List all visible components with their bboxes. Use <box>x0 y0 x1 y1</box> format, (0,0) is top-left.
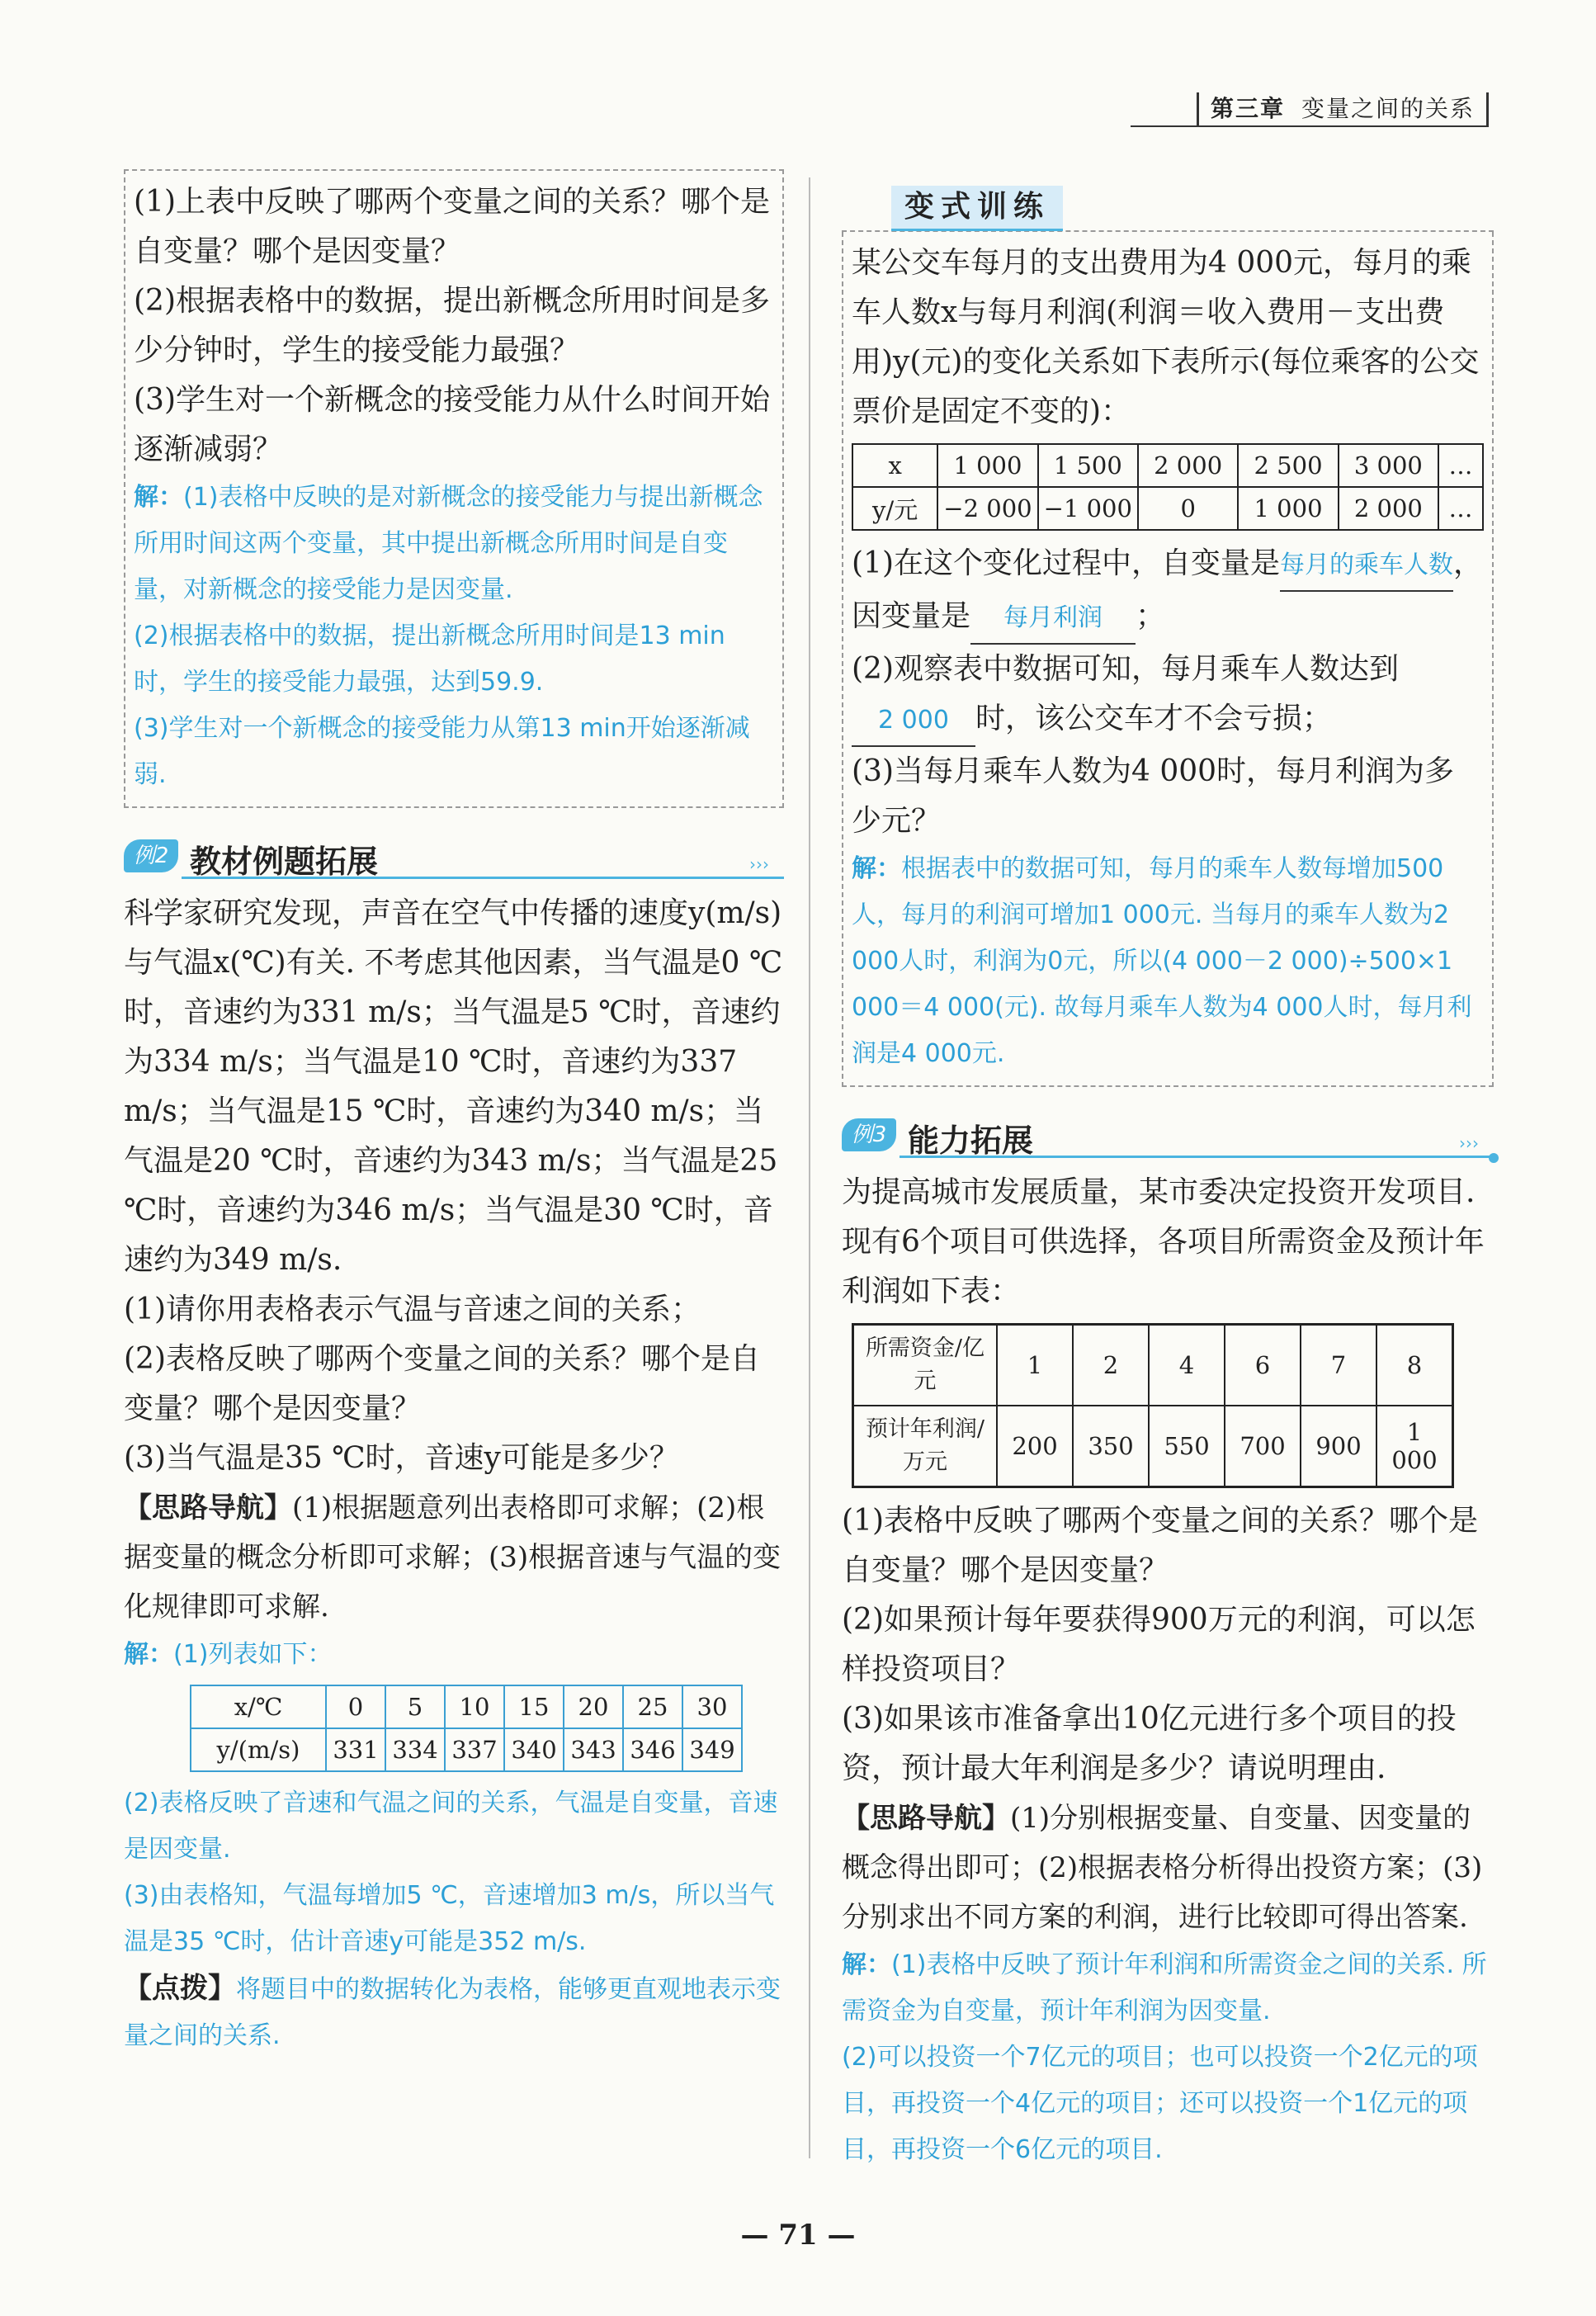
right-column <box>842 186 1494 2173</box>
table-cell: 1 500 <box>1038 444 1138 487</box>
example2-solution-1-text: (1)列表如下： <box>173 1640 333 1669</box>
table-header-cell: 预计年利润/万元 <box>853 1406 998 1487</box>
title-underline <box>182 877 784 879</box>
example2-stem: 科学家研究发现，声音在空气中传播的速度y(m/s)与气温x(℃)有关. 不考虑其他因素，当气温是0 ℃时，音速约为331 m/s；当气温是5 ℃时，音速约为334 m/s；当气温是10 ℃时，音速约为337 m/s；当气温是15 ℃时，音速约为340 m/s；当气温是20 ℃时，音速约为343 m/s；当气温是25 ℃时，音速约为346 m/s；当气温是30 ℃时，音速约为349 m/s. <box>124 896 783 1277</box>
example3-title-bar <box>842 1112 1494 1160</box>
example3-guide-text: (1)分别根据变量、自变量、因变量的概念得出即可；(2)根据表格分析得出投资方案；(3)分别求出不同方案的利润，进行比较即可得出答案. <box>842 1802 1483 1934</box>
table-row <box>853 1325 1453 1406</box>
table-cell: 3 000 <box>1339 444 1438 487</box>
header-rule <box>1131 125 1489 127</box>
table-cell: 900 <box>1301 1406 1376 1487</box>
example3-guide <box>842 1794 1494 1942</box>
example3-solution-2: (2)可以投资一个7亿元的项目；也可以投资一个2亿元的项目，再投资一个4亿元的项目；还可以投资一个1亿元的项目，再投资一个6亿元的项目. <box>842 2043 1478 2164</box>
table-cell: −2 000 <box>937 487 1037 530</box>
example2-solution-2: (2)表格反映了音速和气温之间的关系，气温是自变量，音速是因变量. <box>124 1789 778 1864</box>
variant-q1-end: ； <box>1136 599 1166 633</box>
table-cell: 340 <box>504 1728 564 1771</box>
tip-label: 【点拨】 <box>124 1972 236 2005</box>
column-divider <box>809 177 810 2158</box>
solution-label: 解： <box>134 483 183 512</box>
variant-q2-prefix: (2)观察表中数据可知，每月乘车人数达到 <box>852 652 1399 686</box>
example3-title: 能力拓展 <box>908 1123 1034 1159</box>
example1-solution-1 <box>134 475 774 613</box>
example2-question-3: (3)当气温是35 ℃时，音速y可能是多少？ <box>124 1441 679 1475</box>
example1-solution-3: (3)学生对一个新概念的接受能力从第13 min开始逐渐减弱. <box>134 714 750 789</box>
solution-label: 解： <box>842 1950 891 1979</box>
example2-badge: 例2 <box>124 839 178 872</box>
table-cell: 15 <box>504 1685 564 1728</box>
table-cell: 331 <box>326 1728 385 1771</box>
variant-q1-middle: ，因变量是 <box>852 546 1484 633</box>
guide-label: 【思路导航】 <box>842 1802 1010 1835</box>
variant-q2-end: 时，该公交车才不会亏损； <box>975 702 1333 735</box>
table-cell: 2 000 <box>1339 487 1438 530</box>
example2-solution-1 <box>124 1632 784 1678</box>
chapter-number: 第三章 <box>1210 95 1285 122</box>
example2-solution-3: (3)由表格知，气温每增加5 ℃，音速增加3 m/s，所以当气温是35 ℃时，估计音速y可能是352 m/s. <box>124 1881 775 1956</box>
example3-question-2: (2)如果预计每年要获得900万元的利润，可以怎样投资项目？ <box>842 1603 1476 1686</box>
variant-stem: 某公交车每月的支出费用为4 000元，每月的乘车人数x与每月利润(利润＝收入费用－支出费用)y(元)的变化关系如下表所示(每位乘客的公交票价是固定不变的)： <box>852 246 1480 428</box>
table-cell: 0 <box>326 1685 385 1728</box>
page-number: — 71 — <box>740 2219 856 2252</box>
example3-solution-1-text: (1)表格中反映了预计年利润和所需资金之间的关系. 所需资金为自变量，预计年利润为因变量. <box>842 1950 1487 2025</box>
table-cell: −1 000 <box>1038 487 1138 530</box>
table-row <box>191 1728 742 1771</box>
variant-title-bar <box>842 186 1494 232</box>
variant-question-1 <box>852 539 1484 645</box>
guide-label: 【思路导航】 <box>124 1491 292 1524</box>
table-header-cell: x/℃ <box>191 1685 326 1728</box>
example3-question-1: (1)表格中反映了哪两个变量之间的关系？哪个是自变量？哪个是因变量？ <box>842 1504 1478 1587</box>
table-row <box>852 487 1483 530</box>
example1-question-1: (1)上表中反映了哪两个变量之间的关系？哪个是自变量？哪个是因变量？ <box>134 185 770 268</box>
table-cell: 700 <box>1225 1406 1301 1487</box>
table-cell: 30 <box>682 1685 742 1728</box>
table-cell: 346 <box>623 1728 682 1771</box>
variant-solution-text: 根据表中的数据可知，每月的乘车人数每增加500人，每月的利润可增加1 000元. 当每月的乘车人数为2 000人时，利润为0元，所以(4 000－2 000)÷500×1 000＝4 000(元). 故每月乘车人数为4 000人时，每月利润是4 000元. <box>852 854 1472 1068</box>
table-cell: 25 <box>623 1685 682 1728</box>
project-investment-table <box>852 1323 1454 1488</box>
variant-box <box>842 232 1494 1087</box>
example2-guide-text: (1)根据题意列出表格即可求解；(2)根据变量的概念分析即可求解；(3)根据音速与气温的变化规律即可求解. <box>124 1491 781 1624</box>
table-cell: 337 <box>445 1728 504 1771</box>
variant-answer-independent: 每月的乘车人数 <box>1280 541 1453 592</box>
variant-question-3: (3)当每月乘车人数为4 000时，每月利润为多少元？ <box>852 754 1455 838</box>
table-cell: 20 <box>564 1685 623 1728</box>
variant-answer-breakeven: 2 000 <box>852 696 975 747</box>
table-header-cell: 所需资金/亿元 <box>853 1325 998 1406</box>
table-cell: 5 <box>385 1685 445 1728</box>
table-cell: 6 <box>1225 1325 1301 1406</box>
dot-icon <box>1489 1153 1499 1163</box>
chapter-title: 变量之间的关系 <box>1301 95 1475 122</box>
example1-continuation-box <box>124 169 784 808</box>
variant-question-2 <box>852 645 1484 747</box>
table-header-cell: x <box>852 444 937 487</box>
title-underline <box>900 1156 1494 1158</box>
chevron-right-icon: ››› <box>749 854 769 874</box>
table-cell: 2 500 <box>1238 444 1338 487</box>
table-cell: 0 <box>1138 487 1238 530</box>
left-column <box>124 169 784 2059</box>
example3-solution-1 <box>842 1942 1494 2035</box>
example2-question-2: (2)表格反映了哪两个变量之间的关系？哪个是自变量？哪个是因变量？ <box>124 1342 760 1425</box>
table-cell: 1 000 <box>1238 487 1338 530</box>
table-cell: 10 <box>445 1685 504 1728</box>
example1-question-2: (2)根据表格中的数据，提出新概念所用时间是多少分钟时，学生的接受能力最强？ <box>134 284 770 367</box>
table-cell: 8 <box>1376 1325 1453 1406</box>
solution-label: 解： <box>852 854 901 883</box>
table-cell: 1 000 <box>937 444 1037 487</box>
variant-answer-dependent: 每月利润 <box>970 593 1136 645</box>
example3-stem: 为提高城市发展质量，某市委决定投资开发项目. 现有6个项目可供选择，各项目所需资金及预计年利润如下表： <box>842 1175 1485 1308</box>
variant-q1-prefix: (1)在这个变化过程中，自变量是 <box>852 546 1280 580</box>
table-cell: 2 <box>1073 1325 1149 1406</box>
table-cell: … <box>1438 444 1483 487</box>
table-row <box>852 444 1483 487</box>
table-cell: 7 <box>1301 1325 1376 1406</box>
chapter-header <box>1197 92 1489 125</box>
table-cell: 4 <box>1149 1325 1225 1406</box>
variant-title: 变式训练 <box>891 186 1063 231</box>
table-cell: 349 <box>682 1728 742 1771</box>
table-cell: 200 <box>997 1406 1073 1487</box>
example1-solution-1-text: (1)表格中反映的是对新概念的接受能力与提出新概念所用时间这两个变量，其中提出新概念所用时间是自变量，对新概念的接受能力是因变量. <box>134 483 763 604</box>
table-cell: 1 <box>997 1325 1073 1406</box>
example2-title: 教材例题拓展 <box>190 844 379 880</box>
chevron-right-icon: ››› <box>1459 1133 1479 1153</box>
table-cell: 550 <box>1149 1406 1225 1487</box>
table-header-cell: y/元 <box>852 487 937 530</box>
example2-tip-text: 将题目中的数据转化为表格，能够更直观地表示变量之间的关系. <box>124 1975 781 2050</box>
table-cell: 343 <box>564 1728 623 1771</box>
table-header-cell: y/(m/s) <box>191 1728 326 1771</box>
table-row <box>191 1685 742 1728</box>
table-row <box>853 1406 1453 1487</box>
example2-guide <box>124 1483 784 1632</box>
example2-title-bar <box>124 833 784 881</box>
example1-question-3: (3)学生对一个新概念的接受能力从什么时间开始逐渐减弱？ <box>134 383 770 466</box>
bus-profit-table <box>852 443 1484 531</box>
table-cell: 334 <box>385 1728 445 1771</box>
variant-solution <box>852 846 1484 1077</box>
example1-solution-2: (2)根据表格中的数据，提出新概念所用时间是13 min时，学生的接受能力最强，达到59.9. <box>134 622 725 697</box>
sound-speed-table <box>190 1685 743 1772</box>
table-cell: … <box>1438 487 1483 530</box>
table-cell: 2 000 <box>1138 444 1238 487</box>
example3-question-3: (3)如果该市准备拿出10亿元进行多个项目的投资，预计最大年利润是多少？请说明理由. <box>842 1702 1457 1785</box>
table-cell: 350 <box>1073 1406 1149 1487</box>
solution-label: 解： <box>124 1640 173 1669</box>
table-cell: 1 000 <box>1376 1406 1453 1487</box>
example2-tip <box>124 1965 784 2059</box>
example3-badge: 例3 <box>842 1118 896 1151</box>
example2-question-1: (1)请你用表格表示气温与音速之间的关系； <box>124 1293 701 1326</box>
